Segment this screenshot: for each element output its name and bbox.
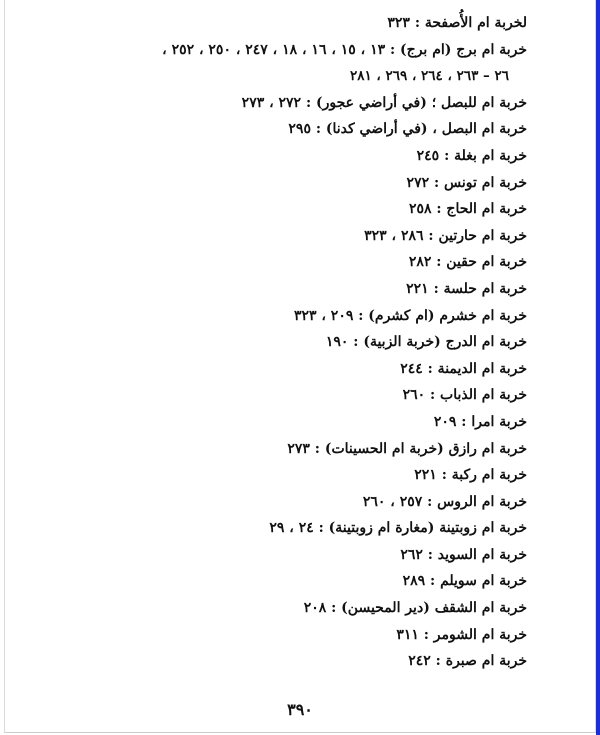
index-entry: خربة ام البصل ، (في أراضي كدنا) : ٢٩٥ xyxy=(288,121,527,138)
index-entry: خربة ام السويد : ٢٦٢ xyxy=(400,546,527,563)
index-entry: خربة ام بغلة : ٢٤٥ xyxy=(416,147,527,164)
index-entry: خربة ام حارتين : ٢٨٦ ، ٣٢٣ xyxy=(364,227,527,244)
page-number: ٣٩٠ xyxy=(287,700,313,719)
index-entry: خربة ام برج (ام برج) : ١٣ ، ١٥ ، ١٦ ، ١٨ ، ٢٤٧ ، ٢٥٠ ، ٢٥٢ ، xyxy=(162,41,527,58)
index-entry: خربة ام الذباب : ٢٦٠ xyxy=(402,387,527,404)
index-entry: خربة ام صبرة : ٢٤٢ xyxy=(408,653,527,670)
index-entry: خربة ام الحاج : ٢٥٨ xyxy=(408,201,527,218)
index-entry-continuation: ٢٦ – ٢٦٣ ، ٢٦٤ ، ٢٦٩ ، ٢٨١ xyxy=(349,68,509,85)
index-entry: خربة ام الشقف (دير المحيسن) : ٢٠٨ xyxy=(303,600,527,617)
index-entry: خربة ام حلسة : ٢٢١ xyxy=(406,280,527,297)
index-entry: خربة ام خشرم (ام كشرم) : ٢٠٩ ، ٣٢٣ xyxy=(293,307,527,324)
index-entry: خربة ام ركبة : ٢٢١ xyxy=(414,467,527,484)
index-entry: خربة امرا : ٢٠٩ xyxy=(433,413,527,430)
index-entry: خربة ام حقين : ٢٨٢ xyxy=(408,254,527,271)
index-entry: خربة ام الشومر : ٣١١ xyxy=(396,626,527,643)
index-entry: خربة ام الروس : ٢٥٧ ، ٢٦٠ xyxy=(362,493,527,510)
index-entry: خربة ام للبصل ؛ (في أراضي عجور) : ٢٧٢ ، ٢٧٣ xyxy=(241,94,527,111)
index-entry: خربة ام تونس : ٢٧٢ xyxy=(406,174,527,191)
index-entry: خربة ام الديمنة : ٢٤٤ xyxy=(400,360,527,377)
index-entry: خربة ام زوبتينة (مغارة ام زوبتينة) : ٢٤ ، ٢٩ xyxy=(269,520,527,537)
index-entry: خربة ام سويلم : ٢٨٩ xyxy=(402,573,527,590)
viewer-edge xyxy=(596,0,600,735)
index-entry: لخربة ام الأُصفحة : ٣٢٣ xyxy=(387,15,527,31)
index-entry-list xyxy=(27,10,527,675)
document-page xyxy=(4,0,596,733)
index-entry: خربة ام رازق (خربة ام الحسينات) : ٢٧٣ xyxy=(287,440,527,457)
index-entry: خربة ام الدرج (خربة الزبية) : ١٩٠ xyxy=(325,334,527,351)
